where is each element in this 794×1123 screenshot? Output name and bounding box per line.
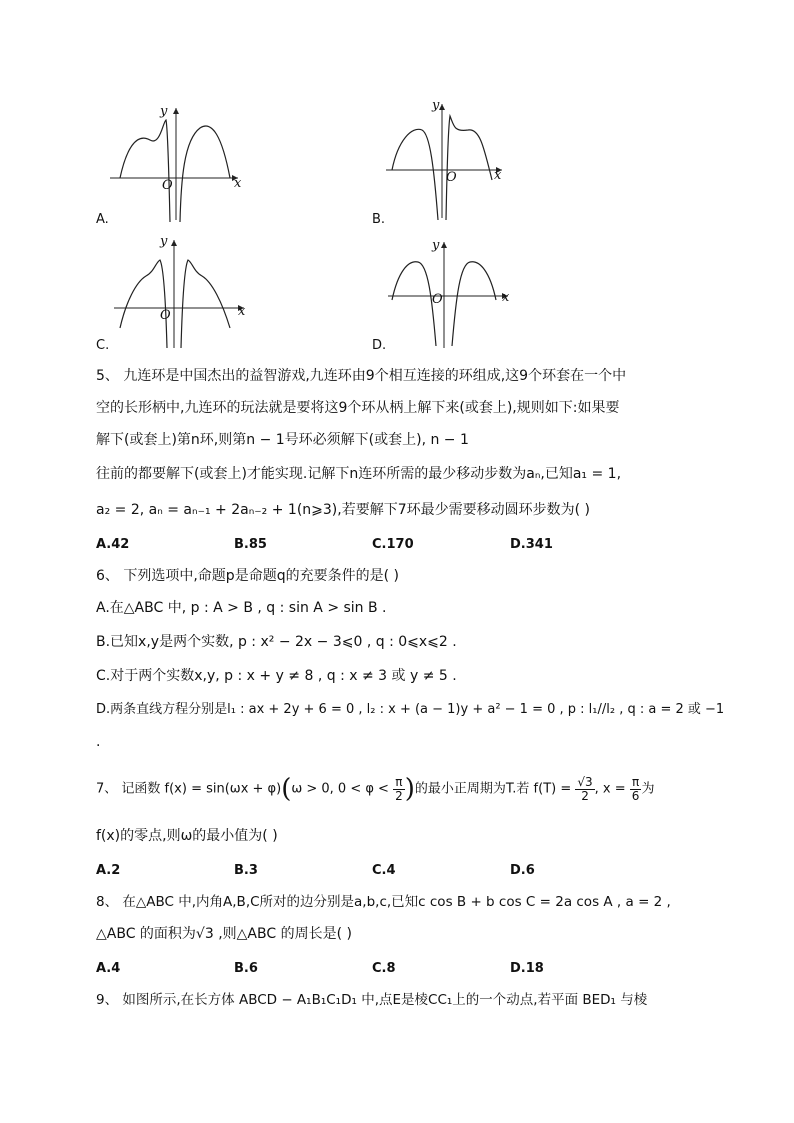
q8-choice-d[interactable]: D.18 — [510, 961, 544, 976]
q5-line-1: 5、 九连环是中国杰出的益智游戏,九连环由9个相互连接的环组成,这9个环套在一个中 — [96, 368, 627, 384]
graph-c-y-label: y — [160, 234, 168, 249]
q7-sqrt3-half — [575, 776, 594, 803]
q7-line-1 — [96, 774, 654, 804]
graph-b-y-label: y — [432, 98, 440, 113]
graph-b-option-label: B. — [372, 212, 386, 227]
q8-choice-c[interactable]: C.8 — [372, 961, 396, 976]
graph-d-x-label: x — [502, 290, 510, 305]
q6-option-d[interactable]: D.两条直线方程分别是l₁ : ax + 2y + 6 = 0 , l₂ : x + (a − 1)y + a² − 1 = 0 , p : l₁//l₂ , q : a = 2 或 −1 — [96, 702, 725, 717]
q6-option-a[interactable]: A.在△ABC 中, p : A > B , q : sin A > sin B . — [96, 600, 387, 616]
graph-d — [386, 238, 516, 350]
graph-b-origin-label: O — [446, 170, 457, 185]
graph-a — [108, 100, 248, 225]
q7-mid: 的最小正周期为T.若 f(T) = — [414, 781, 572, 797]
q7-pi-sixth — [630, 776, 642, 803]
q8-choice-a[interactable]: A.4 — [96, 961, 121, 976]
q5-choice-d[interactable]: D.341 — [510, 537, 553, 552]
q5-line-2: 空的长形柄中,九连环的玩法就是要将这9个环从柄上解下来(或套上),规则如下:如果要 — [96, 400, 620, 416]
q7-paren-open: ( — [281, 774, 292, 804]
graph-d-y-label: y — [432, 238, 440, 253]
q7-suffix: 为 — [641, 781, 655, 797]
graph-d-svg — [386, 238, 516, 350]
q7-line-2: f(x)的零点,则ω的最小值为( ) — [96, 828, 278, 844]
q7-choice-a[interactable]: A.2 — [96, 863, 121, 878]
graph-a-option-label: A. — [96, 212, 109, 227]
q7-choice-b[interactable]: B.3 — [234, 863, 258, 878]
q6-option-d-end: . — [96, 734, 101, 750]
graph-b-svg — [384, 98, 514, 225]
graph-c-option-label: C. — [96, 338, 110, 353]
graph-c — [112, 232, 252, 350]
q5-line-5: a₂ = 2, aₙ = aₙ₋₁ + 2aₙ₋₂ + 1(n⩾3),若要解下7环最少需要移动圆环步数为( ) — [96, 502, 590, 518]
q7-pi-half-num: π — [393, 776, 405, 790]
q5-line-4: 往前的都要解下(或套上)才能实现.记解下n连环所需的最少移动步数为aₙ,已知a₁ = 1, — [96, 466, 622, 482]
q5-line-3: 解下(或套上)第n环,则第n − 1号环必须解下(或套上), n − 1 — [96, 432, 469, 448]
q7-prefix: 7、 记函数 f(x) = sin(ωx + φ) — [96, 781, 282, 797]
graph-d-option-label: D. — [372, 338, 387, 353]
graph-c-svg — [112, 232, 252, 350]
q7-pi-sixth-num: π — [630, 776, 642, 790]
q7-mid2: , x = — [594, 781, 626, 797]
q7-condition: ω > 0, 0 < φ < — [291, 781, 389, 797]
graph-d-origin-label: O — [432, 292, 443, 307]
q5-choice-c[interactable]: C.170 — [372, 537, 414, 552]
q7-choice-d[interactable]: D.6 — [510, 863, 535, 878]
q7-choice-c[interactable]: C.4 — [372, 863, 396, 878]
q8-line-2: △ABC 的面积为√3 ,则△ABC 的周长是( ) — [96, 926, 352, 942]
q7-sqrt3-den: 2 — [581, 788, 589, 803]
q8-line-1: 8、 在△ABC 中,内角A,B,C所对的边分别是a,b,c,已知c cos B + b cos C = 2a cos A , a = 2 , — [96, 894, 671, 910]
graph-b — [384, 98, 514, 225]
graph-b-x-label: x — [494, 168, 502, 183]
graph-a-x-label: x — [234, 176, 242, 191]
q8-choice-b[interactable]: B.6 — [234, 961, 258, 976]
q5-choice-a[interactable]: A.42 — [96, 537, 130, 552]
q9-line-1: 9、 如图所示,在长方体 ABCD − A₁B₁C₁D₁ 中,点E是棱CC₁上的一个动点,若平面 BED₁ 与棱 — [96, 992, 648, 1008]
graph-c-origin-label: O — [160, 308, 171, 323]
graph-a-y-label: y — [160, 104, 168, 119]
q6-option-c[interactable]: C.对于两个实数x,y, p : x + y ≠ 8 , q : x ≠ 3 或 y ≠ 5 . — [96, 668, 457, 684]
q7-paren-close: ) — [404, 774, 415, 804]
graph-a-svg — [108, 100, 248, 225]
q7-pi-half — [393, 776, 405, 803]
graph-c-x-label: x — [238, 304, 246, 319]
q6-option-b[interactable]: B.已知x,y是两个实数, p : x² − 2x − 3⩽0 , q : 0⩽x⩽2 . — [96, 634, 457, 650]
q7-sqrt3-num: √3 — [577, 774, 593, 789]
q5-choice-b[interactable]: B.85 — [234, 537, 267, 552]
q7-pi-half-den: 2 — [395, 788, 403, 803]
q6-stem: 6、 下列选项中,命题p是命题q的充要条件的是( ) — [96, 568, 399, 584]
graph-a-origin-label: O — [162, 178, 173, 193]
q7-pi-sixth-den: 6 — [631, 788, 640, 803]
